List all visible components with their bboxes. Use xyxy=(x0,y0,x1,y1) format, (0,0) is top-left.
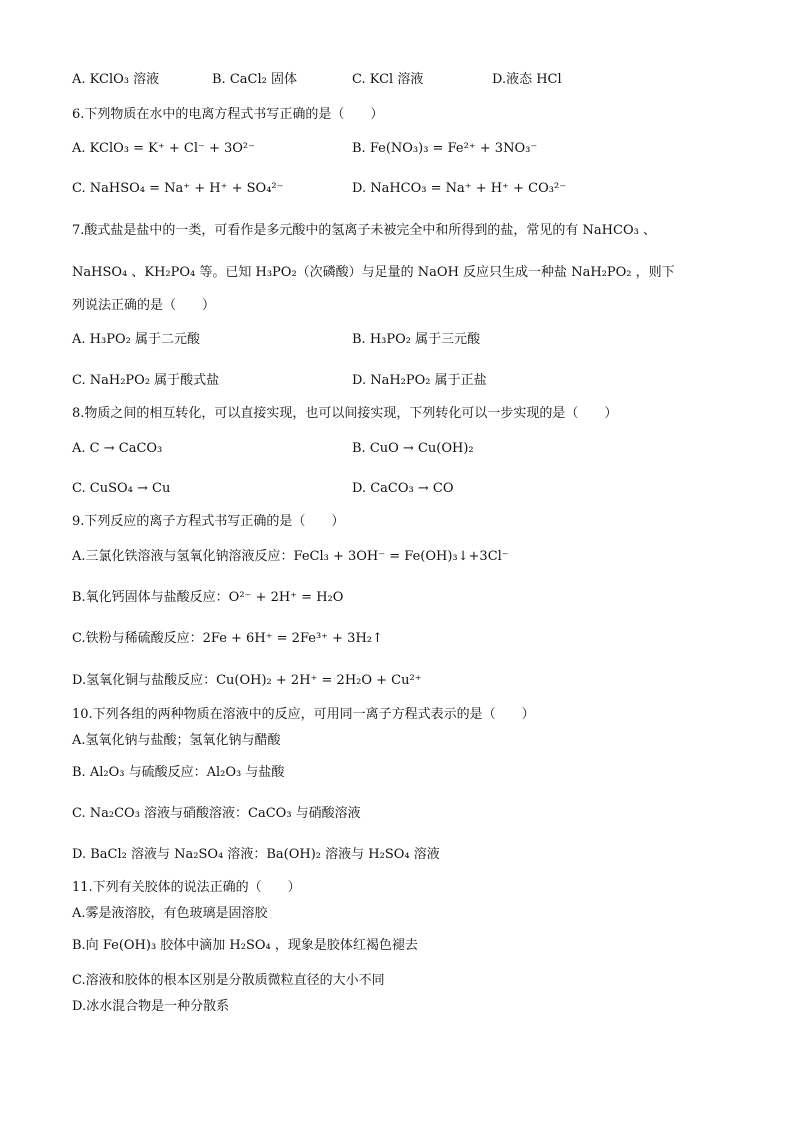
q8-option-b: B. CuO → Cu(OH)₂ xyxy=(352,441,474,456)
q7-option-b: B. H₃PO₂ 属于三元酸 xyxy=(352,332,481,347)
q11-option-c: C.溶液和胶体的根本区别是分散质微粒直径的大小不同 xyxy=(72,973,385,988)
q7-option-c: C. NaH₂PO₂ 属于酸式盐 xyxy=(72,373,220,388)
q7-stem-line-2: NaHSO₄ 、KH₂PO₄ 等。已知 H₃PO₂（次磷酸）与足量的 NaOH 反应只生成一种盐 NaH₂PO₂ ，则下 xyxy=(72,265,675,280)
q6-option-b: B. Fe(NO₃)₃ = Fe²⁺ + 3NO₃⁻ xyxy=(352,141,538,156)
q9-option-a: A.三氯化铁溶液与氢氧化钠溶液反应：FeCl₃ + 3OH⁻ = Fe(OH)₃↓+3Cl⁻ xyxy=(72,549,509,564)
q10-option-c: C. Na₂CO₃ 溶液与硝酸溶液：CaCO₃ 与硝酸溶液 xyxy=(72,806,361,821)
q10-stem: 10.下列各组的两种物质在溶液中的反应，可用同一离子方程式表示的是（ ） xyxy=(72,707,535,722)
q5-option-b: B. CaCl₂ 固体 xyxy=(212,72,297,87)
q11-option-d: D.冰水混合物是一种分散系 xyxy=(72,999,230,1014)
q11-option-a: A.雾是液溶胶，有色玻璃是固溶胶 xyxy=(72,906,268,921)
q9-option-c: C.铁粉与稀硫酸反应：2Fe + 6H⁺ = 2Fe³⁺ + 3H₂↑ xyxy=(72,631,383,646)
q11-stem: 11.下列有关胶体的说法正确的（ ） xyxy=(72,880,301,895)
q5-option-a: A. KClO₃ 溶液 xyxy=(72,72,160,87)
q8-option-d: D. CaCO₃ → CO xyxy=(352,481,454,496)
q7-stem-line-3: 列说法正确的是（ ） xyxy=(72,298,216,313)
q9-option-b: B.氧化钙固体与盐酸反应：O²⁻ + 2H⁺ = H₂O xyxy=(72,590,344,605)
q9-stem: 9.下列反应的离子方程式书写正确的是（ ） xyxy=(72,514,345,529)
q6-stem: 6.下列物质在水中的电离方程式书写正确的是（ ） xyxy=(72,107,384,122)
q10-option-b: B. Al₂O₃ 与硫酸反应：Al₂O₃ 与盐酸 xyxy=(72,765,285,780)
q6-option-a: A. KClO₃ = K⁺ + Cl⁻ + 3O²⁻ xyxy=(72,141,256,156)
q5-option-d: D.液态 HCl xyxy=(492,72,562,87)
q8-option-a: A. C → CaCO₃ xyxy=(72,441,163,456)
q8-stem: 8.物质之间的相互转化，可以直接实现，也可以间接实现，下列转化可以一步实现的是（ ） xyxy=(72,406,618,421)
q5-option-c: C. KCl 溶液 xyxy=(352,72,424,87)
q7-option-a: A. H₃PO₂ 属于二元酸 xyxy=(72,332,200,347)
q6-option-c: C. NaHSO₄ = Na⁺ + H⁺ + SO₄²⁻ xyxy=(72,181,284,196)
q9-option-d: D.氢氧化铜与盐酸反应：Cu(OH)₂ + 2H⁺ = 2H₂O + Cu²⁺ xyxy=(72,673,422,688)
q10-option-a: A.氢氧化钠与盐酸；氢氧化钠与醋酸 xyxy=(72,733,281,748)
q6-option-d: D. NaHCO₃ = Na⁺ + H⁺ + CO₃²⁻ xyxy=(352,181,567,196)
q7-option-d: D. NaH₂PO₂ 属于正盐 xyxy=(352,373,487,388)
q8-option-c: C. CuSO₄ → Cu xyxy=(72,481,171,496)
q10-option-d: D. BaCl₂ 溶液与 Na₂SO₄ 溶液：Ba(OH)₂ 溶液与 H₂SO₄ 溶液 xyxy=(72,847,440,862)
q11-option-b: B.向 Fe(OH)₃ 胶体中滴加 H₂SO₄ ，现象是胶体红褐色褪去 xyxy=(72,938,418,953)
q7-stem-line-1: 7.酸式盐是盐中的一类，可看作是多元酸中的氢离子未被完全中和所得到的盐，常见的有 NaHCO₃ 、 xyxy=(72,223,656,238)
